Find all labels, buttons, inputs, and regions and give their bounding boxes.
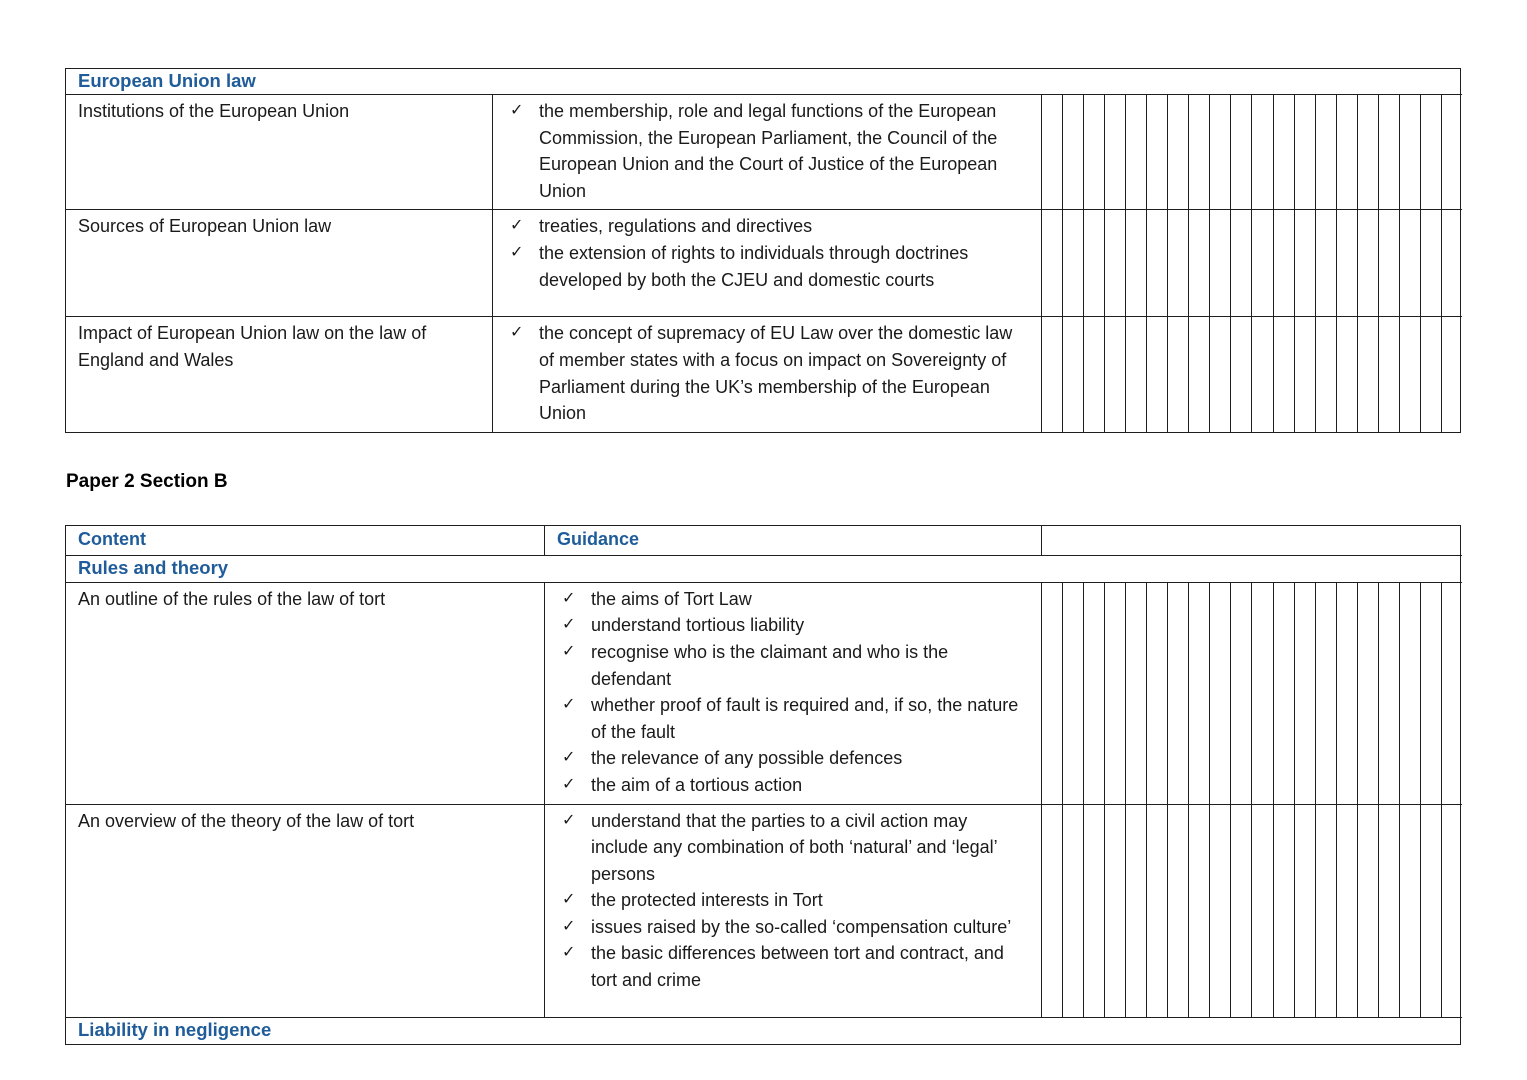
tick-cell <box>1125 805 1146 1017</box>
paper-section-heading: Paper 2 Section B <box>66 470 228 492</box>
tick-cell <box>1294 210 1315 316</box>
tick-cell <box>1420 317 1441 431</box>
tick-cell <box>1336 317 1357 431</box>
tick-cell <box>1167 317 1188 431</box>
tick-cell <box>1441 95 1462 209</box>
tick-cell <box>1146 317 1167 431</box>
tick-cell <box>1336 95 1357 209</box>
tick-cell <box>1083 805 1104 1017</box>
tick-cell <box>1294 95 1315 209</box>
tick-cell <box>1441 583 1462 804</box>
tick-cell <box>1357 805 1378 1017</box>
tick-cell <box>1188 317 1209 431</box>
tick-cell <box>1378 583 1399 804</box>
tick-cell <box>1230 805 1251 1017</box>
guidance-item-text: understand that the parties to a civil action may include any combination of both ‘natural’ and ‘legal’ persons <box>591 810 997 884</box>
tick-cell <box>1294 317 1315 431</box>
guidance-item-text: whether proof of fault is required and, if so, the nature of the fault <box>591 695 1019 742</box>
tick-cell <box>1251 317 1272 431</box>
tick-cell <box>1042 805 1062 1017</box>
tick-cell <box>1083 210 1104 316</box>
guidance-item-text: the relevance of any possible defences <box>591 748 903 769</box>
tick-cell <box>1146 210 1167 316</box>
guidance-cell <box>492 94 1041 209</box>
guidance-item-text: the aim of a tortious action <box>591 774 803 795</box>
tick-cell <box>1062 210 1083 316</box>
tick-cell <box>1167 583 1188 804</box>
tick-grid <box>1041 209 1462 316</box>
tick-cell <box>1042 95 1062 209</box>
guidance-column-header: Guidance <box>544 526 1041 555</box>
tick-cell <box>1273 805 1294 1017</box>
tick-cell <box>1083 583 1104 804</box>
tick-cell <box>1273 95 1294 209</box>
guidance-item-text: the protected interests in Tort <box>591 890 823 911</box>
tick-cell <box>1420 583 1441 804</box>
guidance-cell <box>544 582 1041 804</box>
tick-cell <box>1042 583 1062 804</box>
checkmark-icon: ✓ <box>562 696 576 714</box>
guidance-item-text: the aims of Tort Law <box>591 588 752 609</box>
guidance-bullet <box>562 612 1021 639</box>
guidance-item-text: understand tortious liability <box>591 615 805 636</box>
tick-cell <box>1294 583 1315 804</box>
guidance-item-text: the extension of rights to individuals through doctrines developed by both the CJEU and domestic courts <box>539 242 969 290</box>
tick-cell <box>1294 805 1315 1017</box>
tick-cell <box>1357 317 1378 431</box>
content-column-header: Content <box>78 528 146 549</box>
tick-cell <box>1357 95 1378 209</box>
checkmark-icon: ✓ <box>510 217 524 235</box>
guidance-bullet <box>510 213 1021 240</box>
guidance-bullet <box>510 320 1021 426</box>
tick-cell <box>1315 583 1336 804</box>
tick-cell <box>1104 583 1125 804</box>
checkmark-icon: ✓ <box>562 891 576 909</box>
guidance-bullet <box>562 745 1021 772</box>
checkmark-icon: ✓ <box>562 917 576 935</box>
tick-cell <box>1230 317 1251 431</box>
tick-cell <box>1167 95 1188 209</box>
paper2-table <box>65 525 1461 1045</box>
guidance-bullet <box>562 586 1021 613</box>
tick-cell <box>1251 95 1272 209</box>
tick-cell <box>1062 583 1083 804</box>
tick-grid-header <box>1041 526 1462 555</box>
tick-cell <box>1378 805 1399 1017</box>
tick-cell <box>1420 95 1441 209</box>
eu-law-table <box>65 68 1461 433</box>
tick-cell <box>1357 583 1378 804</box>
tick-cell <box>1336 210 1357 316</box>
tick-cell <box>1315 805 1336 1017</box>
tick-cell <box>1125 317 1146 431</box>
tick-cell <box>1378 317 1399 431</box>
guidance-item-text: recognise who is the claimant and who is the defendant <box>591 641 949 689</box>
tick-cell <box>1315 95 1336 209</box>
liability-section-header: Liability in negligence <box>66 1017 1462 1044</box>
content-cell: Impact of European Union law on the law of England and Wales <box>66 316 492 431</box>
tick-cell <box>1251 210 1272 316</box>
checkmark-icon: ✓ <box>562 749 576 767</box>
tick-cell <box>1188 210 1209 316</box>
tick-cell <box>1230 95 1251 209</box>
guidance-item-text: the membership, role and legal functions of the European Commission, the European Parliament, the Council of the European Union and the Court of Justice of the European Union <box>539 101 998 201</box>
tick-cell <box>1209 317 1230 431</box>
tick-cell <box>1315 210 1336 316</box>
guidance-bullet <box>510 240 1021 293</box>
tick-cell <box>1062 805 1083 1017</box>
tick-cell <box>1230 210 1251 316</box>
guidance-cell <box>492 209 1041 316</box>
tick-cell <box>1273 583 1294 804</box>
guidance-cell <box>492 316 1041 431</box>
guidance-bullet <box>562 887 1021 914</box>
tick-cell <box>1062 95 1083 209</box>
tick-cell <box>1104 95 1125 209</box>
checkmark-icon: ✓ <box>562 642 576 660</box>
tick-grid <box>1041 316 1462 431</box>
tick-cell <box>1357 210 1378 316</box>
tick-cell <box>1146 583 1167 804</box>
guidance-cell <box>544 804 1041 1017</box>
tick-cell <box>1441 317 1462 431</box>
tick-cell <box>1042 210 1062 316</box>
tick-cell <box>1273 317 1294 431</box>
eu-law-section-header: European Union law <box>78 70 256 91</box>
tick-cell <box>1399 317 1420 431</box>
guidance-item-text: treaties, regulations and directives <box>539 216 813 237</box>
tick-cell <box>1209 583 1230 804</box>
content-cell: An outline of the rules of the law of tort <box>66 582 544 804</box>
tick-cell <box>1441 805 1462 1017</box>
guidance-bullet <box>562 914 1021 941</box>
tick-cell <box>1125 210 1146 316</box>
tick-cell <box>1336 805 1357 1017</box>
guidance-bullet <box>562 940 1021 993</box>
guidance-bullet <box>562 692 1021 745</box>
tick-cell <box>1251 805 1272 1017</box>
tick-cell <box>1399 210 1420 316</box>
content-cell: Institutions of the European Union <box>66 94 492 209</box>
tick-cell <box>1420 805 1441 1017</box>
checkmark-icon: ✓ <box>562 775 576 793</box>
tick-cell <box>1251 583 1272 804</box>
tick-cell <box>1209 210 1230 316</box>
checkmark-icon: ✓ <box>510 243 524 261</box>
tick-grid <box>1041 94 1462 209</box>
tick-grid <box>1041 804 1462 1017</box>
tick-cell <box>1378 95 1399 209</box>
tick-cell <box>1336 583 1357 804</box>
content-cell: Sources of European Union law <box>66 209 492 316</box>
tick-cell <box>1167 210 1188 316</box>
checkmark-icon: ✓ <box>510 102 524 119</box>
checkmark-icon: ✓ <box>510 324 524 342</box>
tick-cell <box>1104 317 1125 431</box>
tick-cell <box>1209 95 1230 209</box>
guidance-item-text: the basic differences between tort and contract, and tort and crime <box>591 943 1004 991</box>
tick-cell <box>1083 317 1104 431</box>
guidance-item-text: issues raised by the so-called ‘compensation culture’ <box>591 916 1012 937</box>
tick-cell <box>1188 805 1209 1017</box>
tick-cell <box>1399 805 1420 1017</box>
tick-cell <box>1083 95 1104 209</box>
tick-cell <box>1167 805 1188 1017</box>
tick-cell <box>1146 95 1167 209</box>
tick-cell <box>1315 317 1336 431</box>
tick-cell <box>1125 583 1146 804</box>
tick-cell <box>1042 317 1062 431</box>
tick-cell <box>1441 210 1462 316</box>
checkmark-icon: ✓ <box>562 811 576 829</box>
checkmark-icon: ✓ <box>562 589 576 607</box>
checkmark-icon: ✓ <box>562 944 576 962</box>
tick-cell <box>1062 317 1083 431</box>
tick-cell <box>1146 805 1167 1017</box>
tick-cell <box>1399 95 1420 209</box>
tick-cell <box>1188 95 1209 209</box>
tick-cell <box>1104 210 1125 316</box>
guidance-item-text: the concept of supremacy of EU Law over the domestic law of member states with a focus on impact on Sovereignty of Parliament during the UK’s membership of the European Union <box>539 323 1013 424</box>
tick-cell <box>1420 210 1441 316</box>
tick-cell <box>1399 583 1420 804</box>
tick-cell <box>1378 210 1399 316</box>
tick-cell <box>1125 95 1146 209</box>
guidance-bullet <box>562 772 1021 799</box>
tick-cell <box>1230 583 1251 804</box>
tick-grid <box>1041 582 1462 804</box>
tick-cell <box>1104 805 1125 1017</box>
checkmark-icon: ✓ <box>562 616 576 634</box>
content-cell: An overview of the theory of the law of tort <box>66 804 544 1017</box>
guidance-bullet <box>562 639 1021 692</box>
rules-theory-section-header: Rules and theory <box>66 555 1462 582</box>
guidance-bullet <box>510 98 1021 204</box>
tick-cell <box>1209 805 1230 1017</box>
tick-cell <box>1188 583 1209 804</box>
tick-cell <box>1273 210 1294 316</box>
guidance-bullet <box>562 808 1021 888</box>
